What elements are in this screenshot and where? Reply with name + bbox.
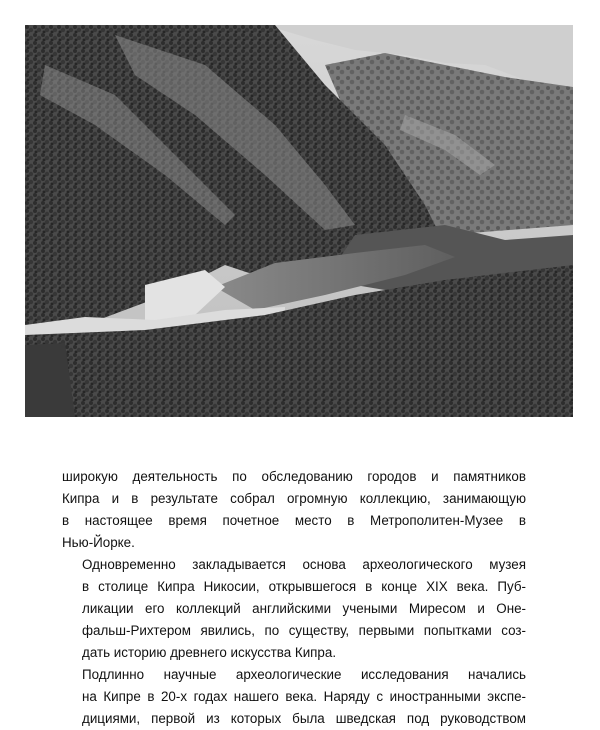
text-line: Одновременно закладывается основа археологического музея bbox=[82, 557, 526, 572]
text-line: Кипра и в результате собрал огромную коллекцию, занимающую bbox=[62, 491, 526, 506]
text-line: дициями, первой из которых была шведская под руководством bbox=[82, 711, 526, 726]
body-text bbox=[62, 466, 526, 730]
paragraph-2 bbox=[62, 554, 526, 664]
text-line: Подлинно научные археологические исследования начались bbox=[82, 667, 526, 682]
text-line: широкую деятельность по обследованию городов и памятников bbox=[62, 469, 526, 484]
text-line: в столице Кипра Никосии, открывшегося в конце XIX века. Пуб- bbox=[82, 579, 526, 594]
paragraph-1 bbox=[62, 466, 526, 554]
text-line: на Кипре в 20-х годах нашего века. Наряду с иностранными экспе- bbox=[82, 689, 526, 704]
text-line: ликации его коллекций английскими учеными Миресом и Онe- bbox=[82, 601, 526, 616]
paragraph-3 bbox=[62, 664, 526, 730]
text-line: в настоящее время почетное место в Метрополитен-Музее в bbox=[62, 513, 526, 528]
mountain-lake-image bbox=[25, 25, 573, 417]
text-line: Нью-Йорке. bbox=[62, 535, 135, 550]
text-line: дать историю древнего искусства Кипра. bbox=[82, 645, 337, 660]
text-line: фальш-Рихтером явились, по существу, первыми попытками соз- bbox=[82, 623, 526, 638]
landscape-photo bbox=[25, 25, 573, 417]
